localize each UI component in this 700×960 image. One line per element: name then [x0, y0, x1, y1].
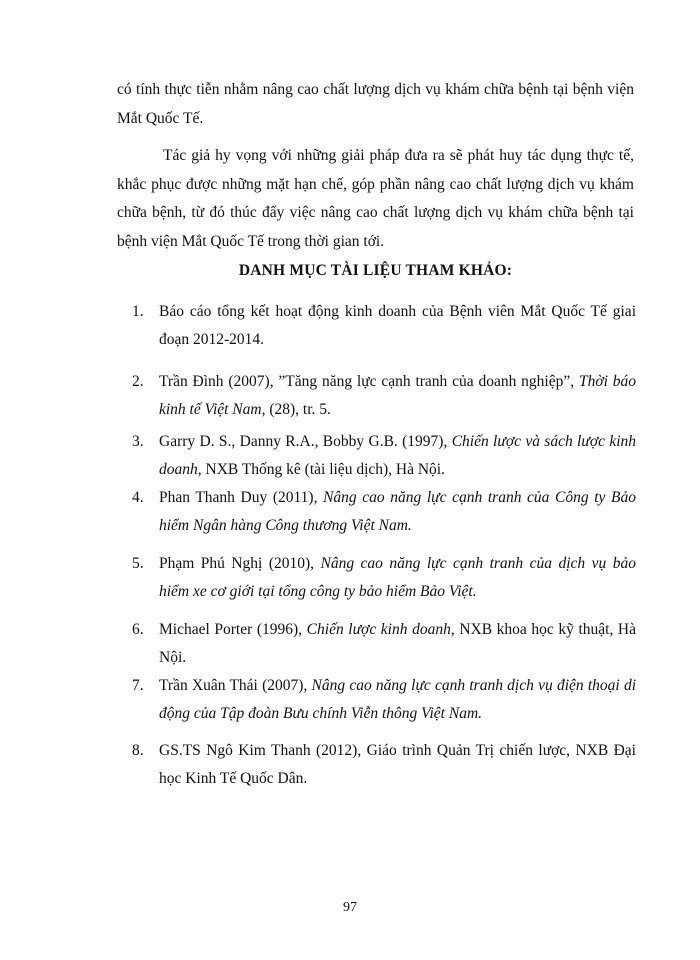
reference-part: , NXB khoa học kỹ thuật, Hà Nội. — [159, 621, 636, 666]
reference-part: Phan Thanh Duy (2011), — [159, 489, 324, 506]
reference-item — [132, 550, 636, 606]
reference-title: Chiến lược kinh doanh — [306, 621, 451, 638]
reference-part: Báo cáo tổng kết hoạt động kinh doanh của Bệnh viên Mắt Quốc Tế giai đoạn 2012-2014. — [159, 303, 636, 348]
reference-text — [159, 550, 636, 606]
body-paragraph-2-text: Tác giả hy vọng với những giải pháp đưa ra sẽ phát huy tác dụng thực tế, khắc phục được những mặt hạn chế, góp phần nâng cao chất lượng dịch vụ khám chữa bệnh, từ đó thúc đẩy việc nâng cao chất lượng dịch vụ khám chữa bệnh tại bệnh viện Mắt Quốc Tế trong thời gian tới. — [117, 147, 634, 250]
reference-item — [132, 616, 636, 672]
reference-number: 6. — [132, 621, 144, 638]
reference-number: 7. — [132, 677, 144, 694]
reference-item — [132, 484, 636, 540]
references-heading: DANH MỤC TÀI LIỆU THAM KHẢO: — [238, 262, 513, 279]
reference-item — [132, 368, 636, 424]
reference-number: 8. — [132, 742, 144, 759]
body-paragraph-1-text: có tính thực tiễn nhằm nâng cao chất lượng dịch vụ khám chữa bệnh tại bệnh viện Mắt Quốc Tế. — [117, 81, 634, 127]
reference-text — [159, 616, 636, 672]
reference-part: Garry D. S., Danny R.A., Bobby G.B. (1997), — [159, 433, 452, 450]
reference-text — [159, 484, 636, 540]
reference-title: Nâng cao năng lực cạnh tranh dịch vụ điện thoại di động của Tập đoàn Bưu chính Viễn thông Việt Nam. — [159, 677, 636, 722]
reference-title: Chiến lược và sách lược kinh doanh — [159, 433, 637, 478]
reference-item — [132, 672, 636, 728]
reference-part: Trần Xuân Thái (2007), — [159, 677, 312, 694]
reference-number: 3. — [132, 433, 144, 450]
reference-text — [159, 368, 636, 424]
reference-number: 4. — [132, 489, 144, 506]
reference-part: Trần Đình (2007), ”Tăng năng lực cạnh tranh của doanh nghiệp”, — [159, 373, 579, 390]
reference-item — [132, 428, 636, 484]
reference-text — [159, 428, 636, 484]
reference-number: 2. — [132, 373, 144, 390]
reference-item — [132, 737, 636, 793]
reference-title: Nâng cao năng lực cạnh tranh của Công ty Bảo hiểm Ngân hàng Công thương Việt Nam. — [159, 489, 636, 534]
reference-part: Michael Porter (1996), — [159, 621, 307, 638]
reference-text — [159, 672, 636, 728]
reference-part: , (28), tr. 5. — [261, 401, 331, 418]
reference-text — [159, 298, 636, 354]
reference-text — [159, 737, 636, 793]
reference-part: Phạm Phú Nghị (2010), — [159, 555, 321, 572]
reference-title: Nâng cao năng lực cạnh tranh của dịch vụ bảo hiểm xe cơ giới tại tổng công ty bảo hiểm Bảo Việt. — [159, 555, 636, 600]
reference-part: GS.TS Ngô Kim Thanh (2012), Giáo trình Quản Trị chiến lược, NXB Đại học Kinh Tế Quốc Dân. — [159, 742, 636, 787]
reference-item — [132, 298, 636, 354]
reference-part: , NXB Thống kê (tài liệu dịch), Hà Nội. — [197, 461, 445, 478]
reference-number: 1. — [132, 303, 144, 320]
reference-number: 5. — [132, 555, 144, 572]
page-number: 97 — [343, 900, 357, 915]
body-paragraph-2 — [117, 142, 634, 256]
body-paragraph-1 — [117, 76, 634, 133]
reference-title: Thời báo kinh tế Việt Nam — [159, 373, 637, 418]
